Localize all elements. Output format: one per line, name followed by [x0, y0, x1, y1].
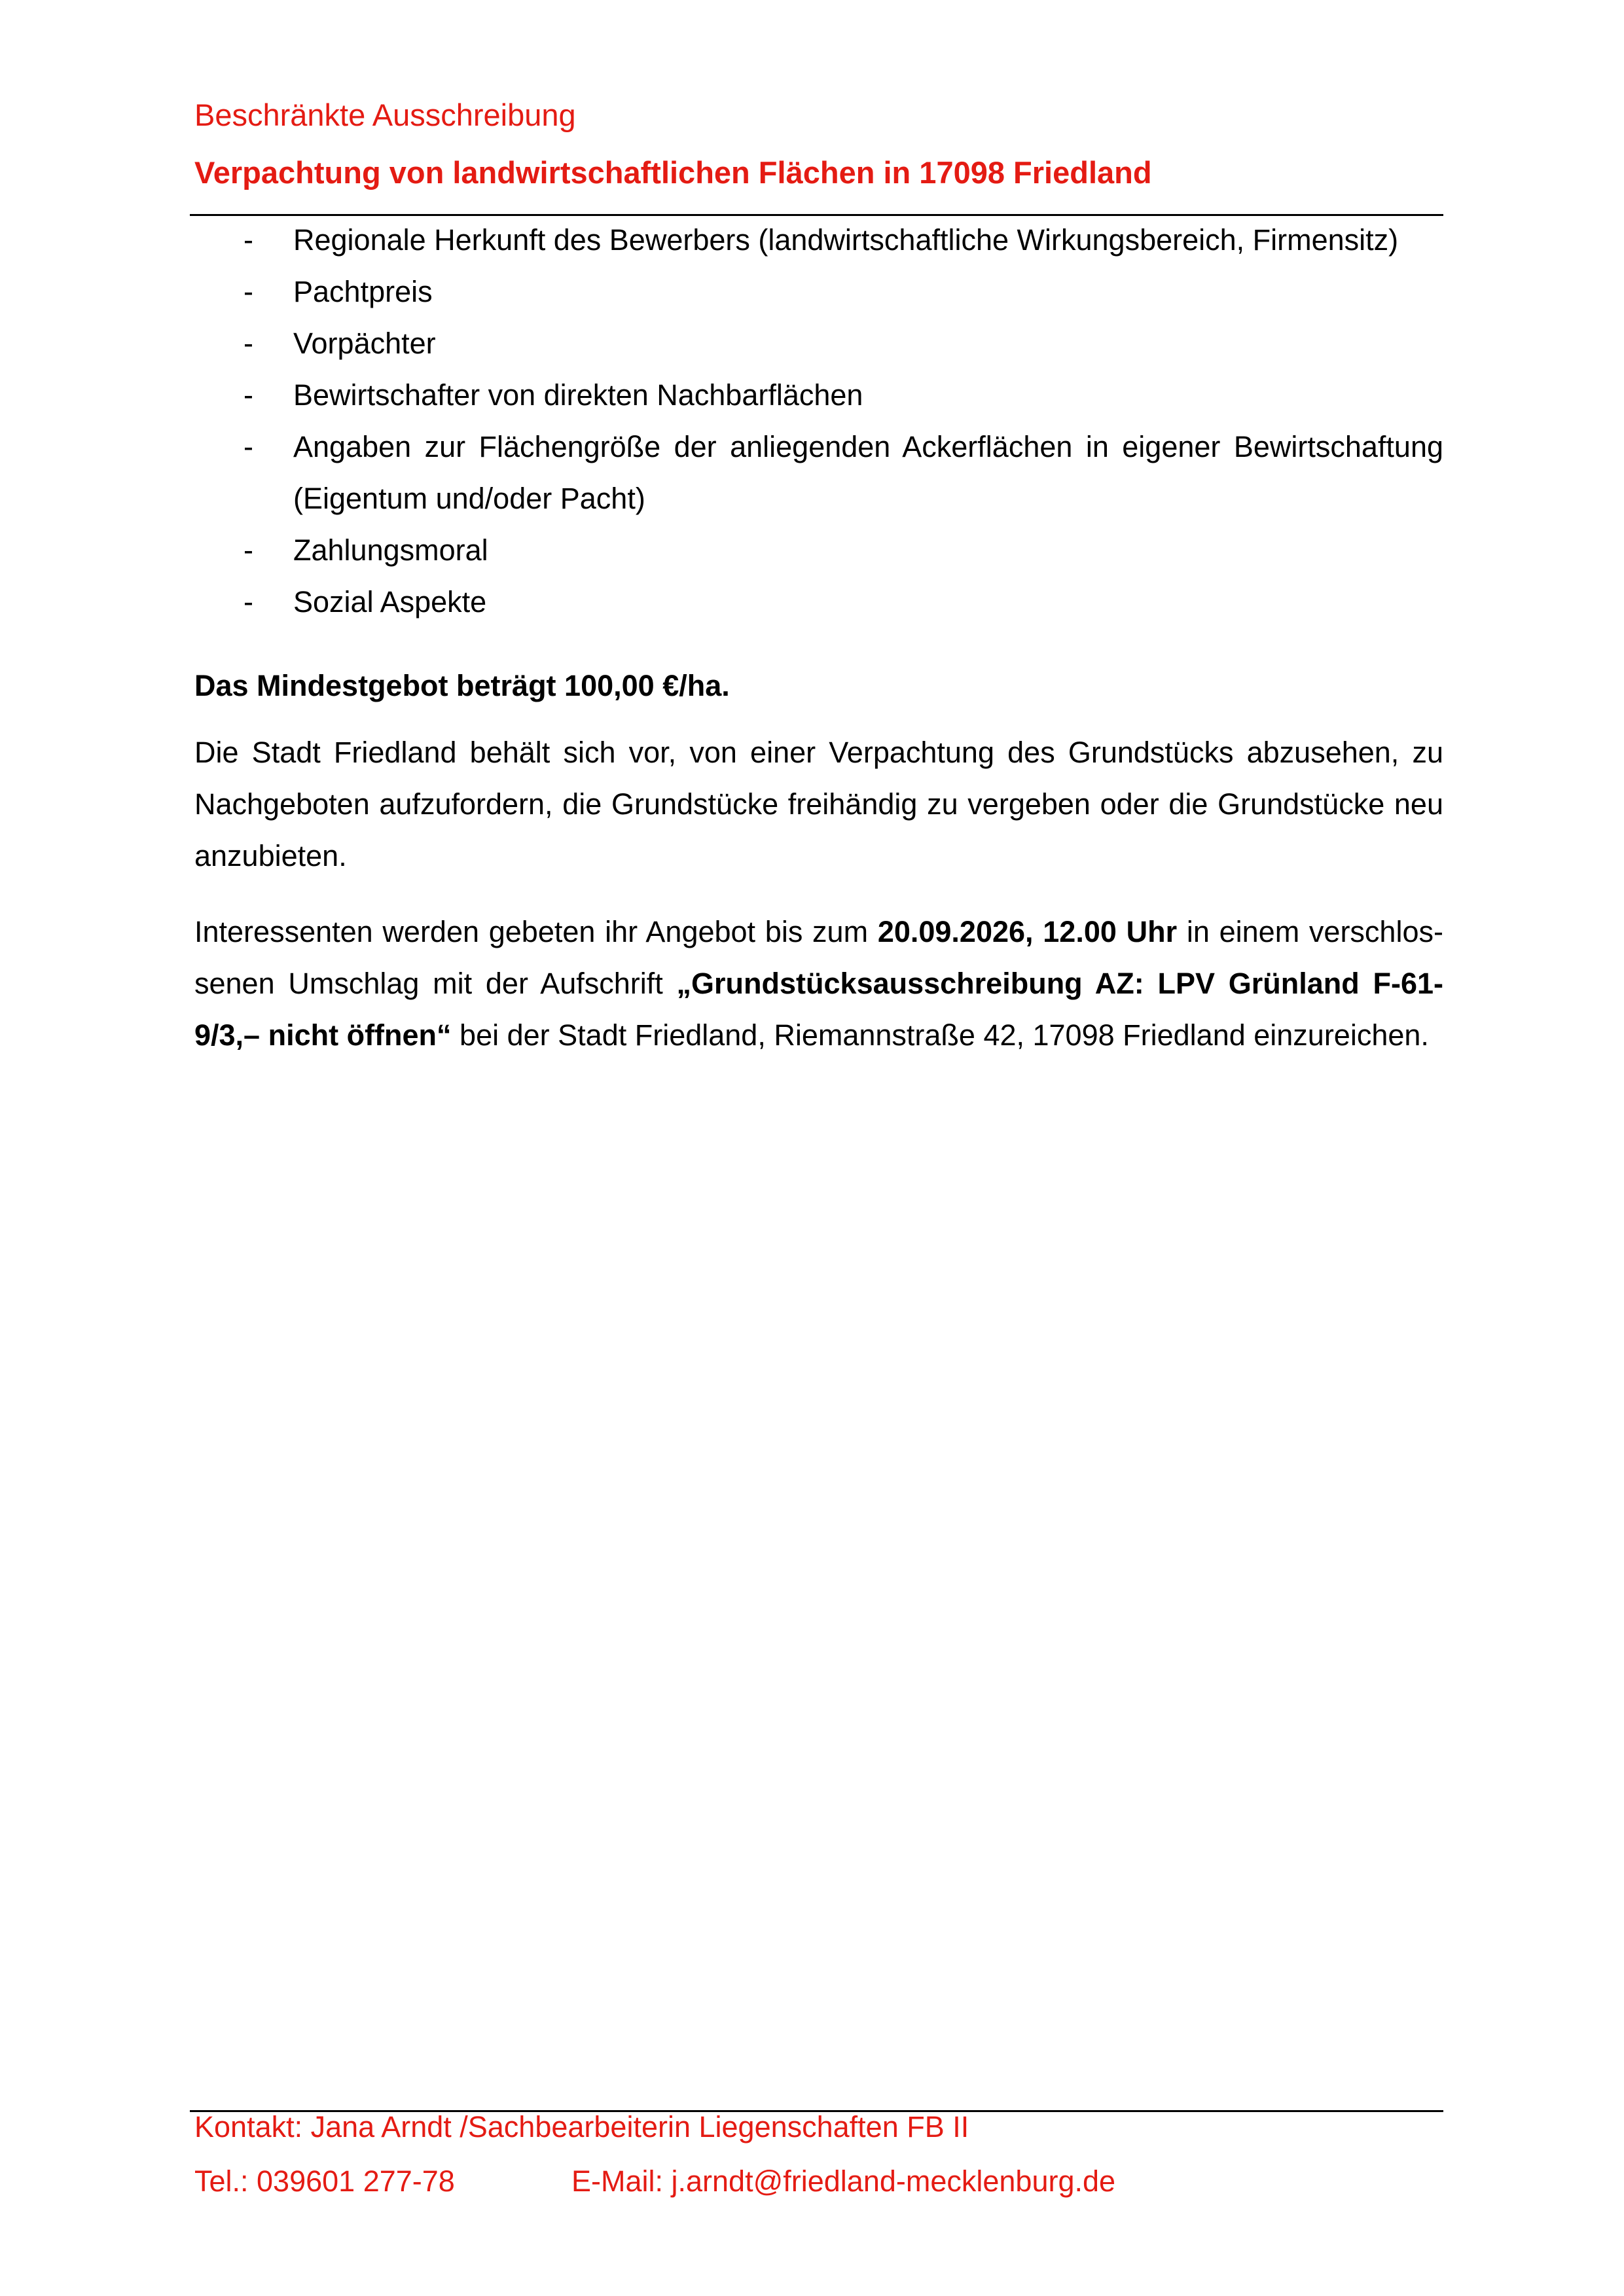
reservation-paragraph: Die Stadt Friedland behält sich vor, von einer Verpachtung des Grundstücks abzusehen, zu Nachgeboten aufzufordern, die Grundstücke freihändig zu vergeben oder die Grundstücke neu anzubieten. — [194, 736, 1443, 872]
submission-text-part2: in einem verschlossenen Umschlag mit der Aufschrift — [194, 915, 1443, 1000]
list-item-text: Regionale Herkunft des Bewerbers (landwirtschaftliche Wirkungsbereich, Firmensitz) — [293, 223, 1399, 257]
list-bullet: - — [244, 275, 253, 308]
list-item-text: Pachtpreis — [293, 275, 433, 308]
list-item — [194, 576, 1443, 628]
list-item — [194, 317, 1443, 369]
list-item-text: Zahlungsmoral — [293, 533, 488, 567]
submission-inscription: „Grundstücksausschreibung AZ: LPV Grünland F-61-9/3,– nicht öffnen“ — [194, 967, 1443, 1052]
list-item — [194, 266, 1443, 317]
list-bullet: - — [244, 430, 253, 463]
document-title: Verpachtung von landwirtschaftlichen Flächen in 17098 Friedland — [194, 155, 1152, 190]
submission-text-part1: Interessenten werden gebeten ihr Angebot bis zum — [194, 915, 878, 948]
list-item — [194, 524, 1443, 576]
list-item — [194, 369, 1443, 421]
submission-deadline: 20.09.2026, 12.00 Uhr — [877, 915, 1178, 948]
submission-paragraph — [194, 906, 1443, 1061]
document-subtitle: Beschränkte Ausschreibung — [194, 98, 576, 132]
list-item-text: Vorpächter — [293, 327, 436, 360]
submission-text-part3: bei der Stadt Friedland, Riemannstraße 42, 17098 Friedland einzureichen. — [451, 1018, 1429, 1052]
list-item-text: Angaben zur Flächengröße der anliegenden Ackerflächen in eigener Bewirtschaftung (Eigentum und/oder Pacht) — [293, 430, 1443, 515]
list-bullet: - — [244, 378, 253, 412]
footer-phone: Tel.: 039601 277-78 — [194, 2164, 455, 2198]
footer-email: E-Mail: j.arndt@friedland-mecklenburg.de — [571, 2164, 1116, 2198]
footer-contact: Kontakt: Jana Arndt /Sachbearbeiterin Liegenschaften FB II — [194, 2110, 969, 2144]
list-bullet: - — [244, 585, 253, 619]
list-bullet: - — [244, 327, 253, 360]
list-bullet: - — [244, 223, 253, 257]
list-item — [194, 214, 1443, 266]
criteria-list — [194, 214, 1443, 628]
list-item-text: Bewirtschafter von direkten Nachbarflächen — [293, 378, 863, 412]
list-item-text: Sozial Aspekte — [293, 585, 487, 619]
minimum-bid-statement: Das Mindestgebot beträgt 100,00 €/ha. — [194, 669, 730, 702]
list-bullet: - — [244, 533, 253, 567]
list-item — [194, 421, 1443, 524]
